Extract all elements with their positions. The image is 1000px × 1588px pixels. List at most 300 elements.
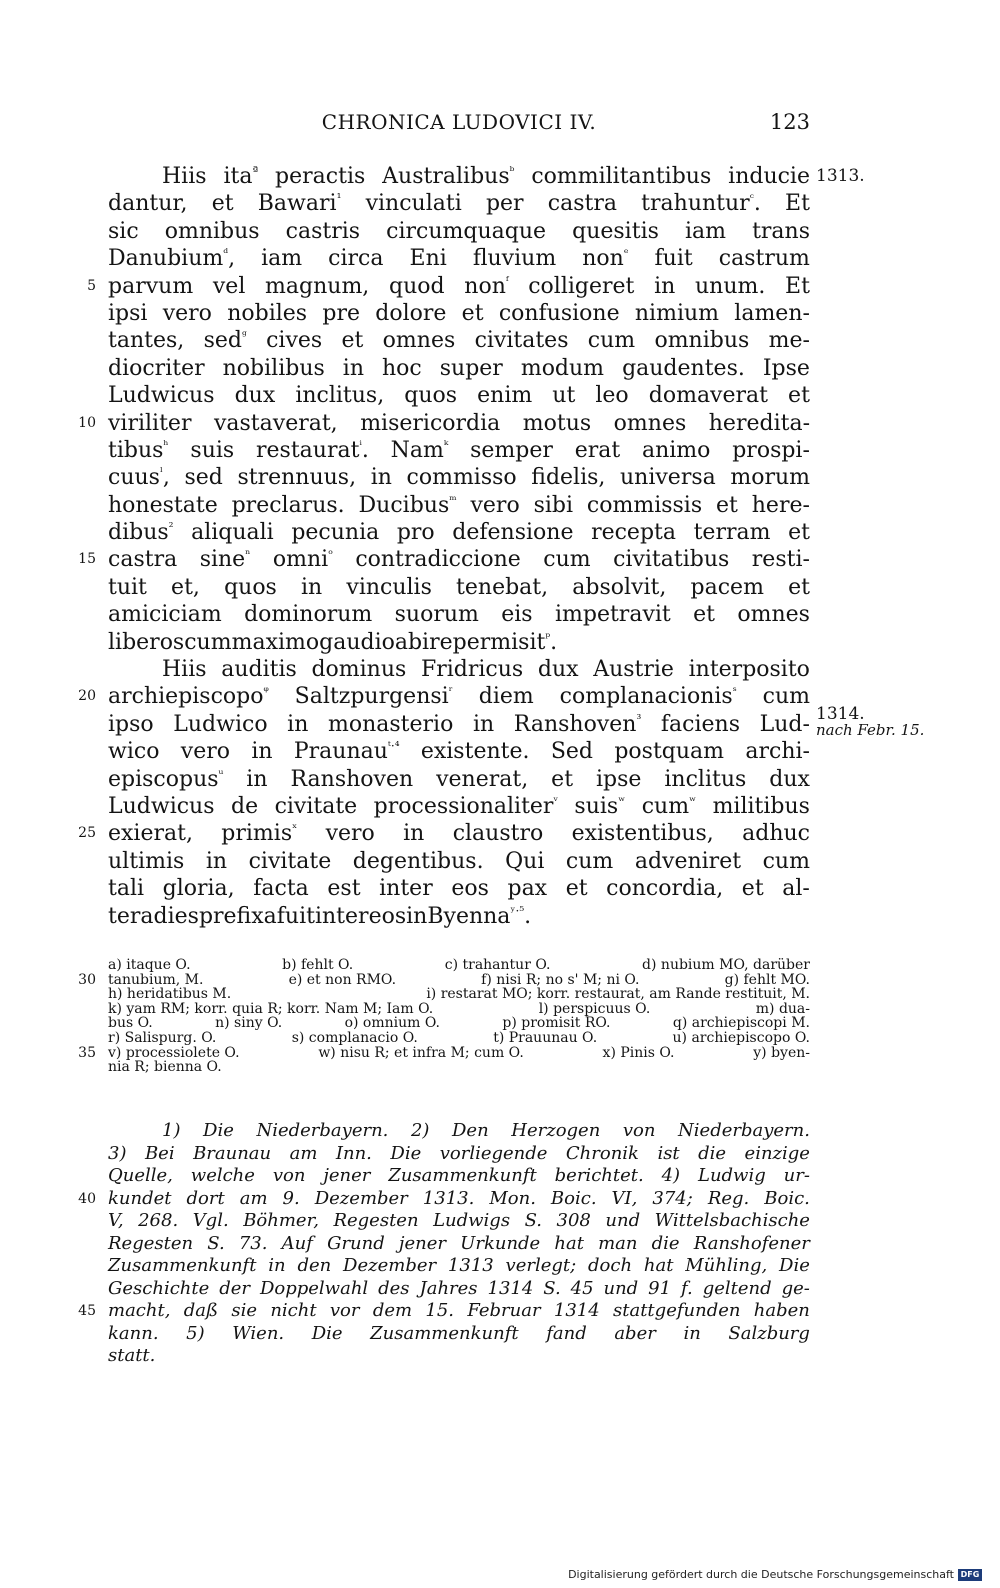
text-line (108, 629, 810, 656)
margin-year: 1313. (816, 166, 865, 186)
word: in (205, 848, 228, 874)
word: et (788, 520, 810, 546)
word: Mühling, (685, 1255, 768, 1276)
word: gloria, (162, 876, 235, 902)
word: Ludwicus (108, 383, 215, 409)
word: sed$^ᵍ$ (203, 328, 247, 354)
word: Lud- (759, 711, 810, 737)
text-line (78, 410, 810, 437)
word: monasterio (328, 711, 454, 737)
word: doch (588, 1255, 633, 1276)
word: diocriter (108, 355, 205, 381)
word: macht, (108, 1300, 171, 1321)
word: daß (183, 1300, 219, 1321)
line-number: 35 (78, 1044, 96, 1061)
word: abire (394, 629, 453, 655)
word: Danubium$^ᵈ$, (108, 246, 236, 272)
credit-text: Digitalisierung gefördert durch die Deutsche Forschungsgemeinschaft (568, 1568, 954, 1581)
word: nobiles (227, 300, 308, 326)
word: inter (314, 903, 369, 929)
word: des (378, 1277, 410, 1299)
word: Ludwicus (108, 793, 215, 819)
word: Braunau (193, 1142, 272, 1164)
word: et (461, 300, 484, 326)
word: degentibus. (352, 848, 484, 874)
word: 308 (556, 1210, 591, 1231)
word: circumquaque (386, 218, 547, 244)
word: civitate (248, 848, 332, 874)
word: vero (470, 492, 520, 518)
word: Eni (409, 246, 447, 272)
word: semper (470, 437, 553, 463)
apparatus-entry: o) omnium O. (344, 1015, 440, 1032)
word: commissis (586, 492, 703, 518)
line-number: 10 (78, 414, 96, 431)
word: ist (657, 1142, 680, 1164)
text-line (108, 848, 810, 875)
word: Quelle, (108, 1165, 173, 1186)
word: Böhmer, (243, 1210, 319, 1231)
word: cum (762, 684, 810, 710)
line-number: 5 (87, 277, 96, 294)
word: ur- (783, 1165, 810, 1186)
word: 73. (238, 1232, 268, 1254)
word: preclarus. (231, 492, 345, 518)
word: jener (323, 1165, 371, 1186)
word: Die (779, 1255, 810, 1276)
apparatus-line (108, 1031, 810, 1046)
word: in (287, 711, 309, 737)
word: Et (785, 273, 810, 299)
line-number: 40 (78, 1190, 96, 1207)
word: von (272, 1165, 306, 1186)
word: in (472, 711, 495, 737)
text-line (108, 464, 810, 491)
line-number: 45 (78, 1303, 96, 1319)
word: existentibus, (571, 821, 714, 847)
word: super (439, 355, 503, 381)
word: verlegt; (505, 1255, 577, 1276)
word: auditis (221, 657, 297, 683)
word: omnes (382, 328, 456, 354)
word: diem (478, 684, 534, 710)
word: dolore (375, 300, 447, 326)
text-line (78, 683, 810, 710)
word: iam (261, 246, 303, 272)
apparatus-line (78, 971, 810, 988)
word: in (403, 821, 425, 847)
critical-apparatus (78, 957, 810, 1076)
word: facta (253, 876, 309, 902)
word: existente. (420, 739, 530, 765)
word: trans (752, 218, 810, 244)
word: cum (543, 547, 591, 573)
word: Jahres (419, 1277, 478, 1299)
main-text (78, 163, 925, 930)
word: colligeret (528, 273, 635, 299)
word: trahuntur$^ᶜ$. (641, 191, 761, 217)
word: vero (180, 739, 230, 765)
apparatus-entry: t) Prauunau O. (493, 1029, 598, 1046)
word: cuus$^ˡ$, (108, 465, 170, 491)
word: Ducibus$^ᵐ$ (358, 492, 457, 518)
apparatus-entry: u) archiepiscopo O. (672, 1029, 810, 1046)
word: wico (108, 739, 160, 765)
word: confusione (498, 300, 620, 326)
word: stattgefunden (613, 1300, 741, 1321)
word: tali (108, 876, 145, 902)
word: liberos (108, 629, 185, 655)
word: 91 (648, 1277, 672, 1299)
word: tuit (108, 574, 147, 600)
text-line (108, 656, 810, 683)
word: Ranshoven (290, 766, 414, 792)
word: here- (751, 492, 810, 518)
word: dem (372, 1300, 413, 1321)
word: Ludwico (173, 711, 268, 737)
word: Wien. (232, 1322, 285, 1344)
word: ipse (596, 766, 642, 792)
word: domaverat (648, 383, 768, 409)
text-line (108, 793, 810, 820)
word: permisit$^ᵖ$. (452, 629, 558, 655)
word: ipso (108, 711, 154, 737)
apparatus-line (108, 987, 810, 1002)
word: inclitus, (295, 383, 385, 409)
word: Reg. (707, 1187, 750, 1209)
word: strennuus, (237, 465, 357, 491)
word: fluvium (472, 246, 557, 272)
apparatus-entry: k) yam RM; korr. quia R; korr. Nam M; Iam O. (108, 1000, 434, 1017)
word: Regesten (108, 1232, 194, 1254)
line-number: 15 (78, 551, 96, 568)
word: circa (328, 246, 384, 272)
word: Die (390, 1142, 422, 1164)
text-line (108, 574, 810, 601)
word: et (788, 574, 810, 600)
apparatus-entry: g) fehlt MO. (724, 971, 810, 988)
word: f. (681, 1277, 693, 1299)
word: omnibus (164, 218, 260, 244)
word: non$^ᶠ$ (464, 273, 509, 299)
word: nicht (270, 1300, 317, 1321)
word: adhuc (742, 821, 810, 847)
word: Den (452, 1120, 489, 1141)
word: est (327, 876, 361, 902)
word: vinculati (365, 191, 462, 217)
word: Byenna$^{ʸ\cdot^5}$. (427, 903, 532, 929)
word: terram (693, 520, 771, 546)
word: 2) (410, 1120, 430, 1141)
word: animo (641, 437, 711, 463)
word: VI, (611, 1187, 638, 1209)
word: in (251, 739, 273, 765)
text-line (108, 382, 810, 409)
word: motus (522, 410, 592, 436)
note-line (108, 1323, 810, 1346)
word: nimium (634, 300, 720, 326)
word: haben (753, 1300, 810, 1321)
word: Ranshofener (693, 1232, 810, 1254)
word: omnibus (654, 328, 750, 354)
text-line (108, 903, 810, 930)
word: 1313. (422, 1187, 475, 1209)
apparatus-entry: i) restarat MO; korr. restaurat, am Rande restituit, M. (426, 986, 810, 1003)
word: me- (768, 328, 810, 354)
word: concordia, (606, 876, 724, 902)
word: S. (207, 1232, 225, 1254)
word: honestate (108, 492, 218, 518)
apparatus-entry: tanubium, M. (108, 971, 204, 988)
word: postquam (614, 739, 725, 765)
word: Inn. (335, 1142, 372, 1164)
word: erat (574, 437, 621, 463)
apparatus-entry: v) processiolete O. (108, 1044, 240, 1061)
word: et (551, 766, 574, 792)
apparatus-entry: f) nisi R; no s' M; ni O. (481, 971, 640, 988)
word: interposito (688, 657, 810, 683)
word: ut (552, 383, 576, 409)
apparatus-entry: h) heridatibus M. (108, 986, 232, 1003)
note-line (108, 1120, 810, 1143)
word: am (289, 1142, 318, 1164)
word: prefixa (198, 903, 277, 929)
word: complanacionis$^ˢ$ (559, 684, 737, 710)
word: Australibus$^ᵇ$ (382, 164, 515, 189)
word: V, (108, 1210, 124, 1231)
word: in (246, 766, 268, 792)
word: Niederbayern. (678, 1120, 810, 1141)
word: quos (224, 574, 277, 600)
word: vor (329, 1300, 360, 1321)
apparatus-line (108, 1060, 810, 1075)
word: dies (153, 903, 199, 929)
word: Zusammenkunft (370, 1322, 519, 1344)
word: welche (190, 1165, 255, 1186)
word: archiepiscopo$^ᵠ$ (108, 684, 269, 710)
word: kundet (108, 1187, 172, 1209)
word: pro (396, 520, 435, 546)
word: gaudio (319, 629, 395, 655)
word: non$^ᵉ$ (582, 246, 629, 272)
word: Vgl. (192, 1210, 229, 1231)
word: vel (212, 273, 246, 299)
word: und (605, 1210, 641, 1231)
word: fuit (654, 246, 693, 272)
word: in (683, 1322, 701, 1344)
word: 1) (162, 1120, 181, 1141)
word: recepta (591, 520, 676, 546)
word: per (485, 191, 524, 217)
word: castra (108, 547, 178, 573)
text-line (108, 519, 810, 546)
apparatus-entry: nia R; bienna O. (108, 1059, 222, 1076)
word: der (219, 1277, 250, 1299)
word: inducie (728, 164, 810, 189)
word: castrum (718, 246, 810, 272)
word: Hiis (162, 164, 207, 189)
text-line (108, 492, 810, 519)
word: quos (404, 383, 458, 409)
text-line (108, 766, 810, 793)
word: civitatibus (613, 547, 730, 573)
word: Boic. (764, 1187, 810, 1209)
word: Ludwig (697, 1165, 766, 1186)
word: Zusammenkunft (388, 1165, 537, 1186)
word: omnes (737, 602, 810, 628)
text-line (108, 327, 810, 354)
word: et (341, 328, 364, 354)
text-line (87, 273, 810, 300)
apparatus-entry: r) Salispurg. O. (108, 1029, 217, 1046)
apparatus-entry: x) Pinis O. (602, 1044, 675, 1061)
apparatus-entry: l) perspicuus O. (538, 1000, 651, 1017)
word: dux (769, 766, 810, 792)
apparatus-entry: m) dua- (755, 1000, 810, 1017)
margin-date: nach Febr. 15. (816, 720, 925, 739)
word: iam (684, 218, 726, 244)
apparatus-entry: w) nisu R; et infra M; cum O. (318, 1044, 524, 1061)
word: primis$^ˣ$ (221, 821, 298, 847)
word: am (239, 1187, 268, 1209)
word: Fridricus (420, 657, 524, 683)
word: sed (184, 465, 223, 491)
word: civitates (474, 328, 569, 354)
apparatus-line (108, 1002, 810, 1017)
word: in (268, 1255, 286, 1276)
word: 15. (425, 1300, 455, 1321)
word: al- (782, 876, 810, 902)
word: lamen- (734, 300, 810, 326)
word: Die (311, 1322, 343, 1344)
word: Hiis (162, 657, 207, 683)
word: exierat, (108, 821, 193, 847)
word: die (698, 1142, 727, 1164)
word: ultimis (108, 848, 185, 874)
text-line (108, 738, 810, 765)
word: et (693, 602, 715, 628)
word: venerat, (436, 766, 529, 792)
word: Die (203, 1120, 234, 1141)
word: quod (389, 273, 445, 299)
word: dibus$^{^2}$ (108, 520, 174, 546)
text-line (108, 703, 925, 739)
word: dantur, (108, 191, 188, 217)
word: S. (543, 1277, 561, 1299)
word: ipsi (108, 300, 148, 326)
note-line (108, 1233, 810, 1256)
apparatus-entry: bus O. (108, 1015, 153, 1032)
word: archi- (745, 739, 810, 765)
word: Dezember (314, 1187, 408, 1209)
word: cum (762, 848, 810, 874)
word: militibus (712, 793, 810, 819)
dfg-logo: DFG (958, 1569, 982, 1581)
word: pre (322, 300, 360, 326)
text-line (108, 875, 810, 902)
word: faciens (660, 711, 740, 737)
word: defensione (452, 520, 574, 546)
word: cum$^ʷ$ (641, 793, 697, 819)
word: cum (565, 848, 614, 874)
apparatus-entry: q) archiepiscopi M. (672, 1015, 810, 1032)
line-number: 30 (78, 971, 96, 988)
word: in (406, 903, 428, 929)
word: et (741, 876, 764, 902)
word: 9. (282, 1187, 300, 1209)
apparatus-entry: a) itaque O. (108, 957, 191, 973)
apparatus-line (78, 1044, 810, 1061)
word: Auf (281, 1232, 313, 1254)
word: vastaverat, (213, 410, 338, 436)
word: dominus (311, 657, 407, 683)
word: prospi- (732, 437, 810, 463)
word: unum. (694, 273, 766, 299)
word: sie (231, 1300, 257, 1321)
word: commilitantibus (531, 164, 712, 189)
word: einzige (744, 1142, 810, 1164)
word: Bei (144, 1142, 175, 1164)
apparatus-entry: c) trahantur O. (444, 957, 551, 973)
word: hat (643, 1255, 674, 1276)
word: dort (186, 1187, 225, 1209)
word: suis$^ʷ$ (574, 793, 626, 819)
word: Et (785, 191, 810, 217)
word: absolvit, (572, 574, 667, 600)
note-line (108, 1143, 810, 1166)
page-number: 123 (769, 110, 810, 134)
word: Doppelwahl (259, 1277, 369, 1299)
word: pax (507, 876, 548, 902)
word: geltend (702, 1277, 772, 1299)
word: eos (451, 876, 489, 902)
word: Februar (467, 1300, 541, 1321)
word: Niederbayern. (256, 1120, 389, 1141)
apparatus-line (108, 1016, 810, 1031)
word: castra (547, 191, 617, 217)
margin-year: 1314. (816, 703, 865, 724)
word: tenebat, (456, 574, 549, 600)
word: Regesten (333, 1210, 419, 1231)
word: 4) (661, 1165, 681, 1186)
text-line (78, 820, 810, 847)
word: et (716, 492, 738, 518)
word: berichtet. (554, 1165, 644, 1186)
word: dominorum (244, 602, 373, 628)
word: in (342, 355, 364, 381)
word: Bawari$^{^1}$ (257, 191, 342, 217)
word: Chronik (565, 1142, 639, 1164)
word: die (651, 1232, 680, 1254)
word: von (622, 1120, 656, 1141)
word: contradiccione (355, 547, 521, 573)
text-line (108, 218, 810, 245)
word: hat (554, 1232, 584, 1254)
word: amiciciam (108, 602, 222, 628)
word: man (598, 1232, 638, 1254)
word: omni$^ᵒ$ (272, 547, 333, 573)
word: universa (620, 465, 716, 491)
word: commisso (406, 465, 517, 491)
word: de (230, 793, 259, 819)
word: eos (368, 903, 407, 929)
word: pacem (690, 574, 764, 600)
note-line (108, 1345, 810, 1368)
word: viriliter (108, 410, 192, 436)
word: sic (108, 218, 139, 244)
word: cum (184, 629, 232, 655)
word: misericordia (360, 410, 501, 436)
